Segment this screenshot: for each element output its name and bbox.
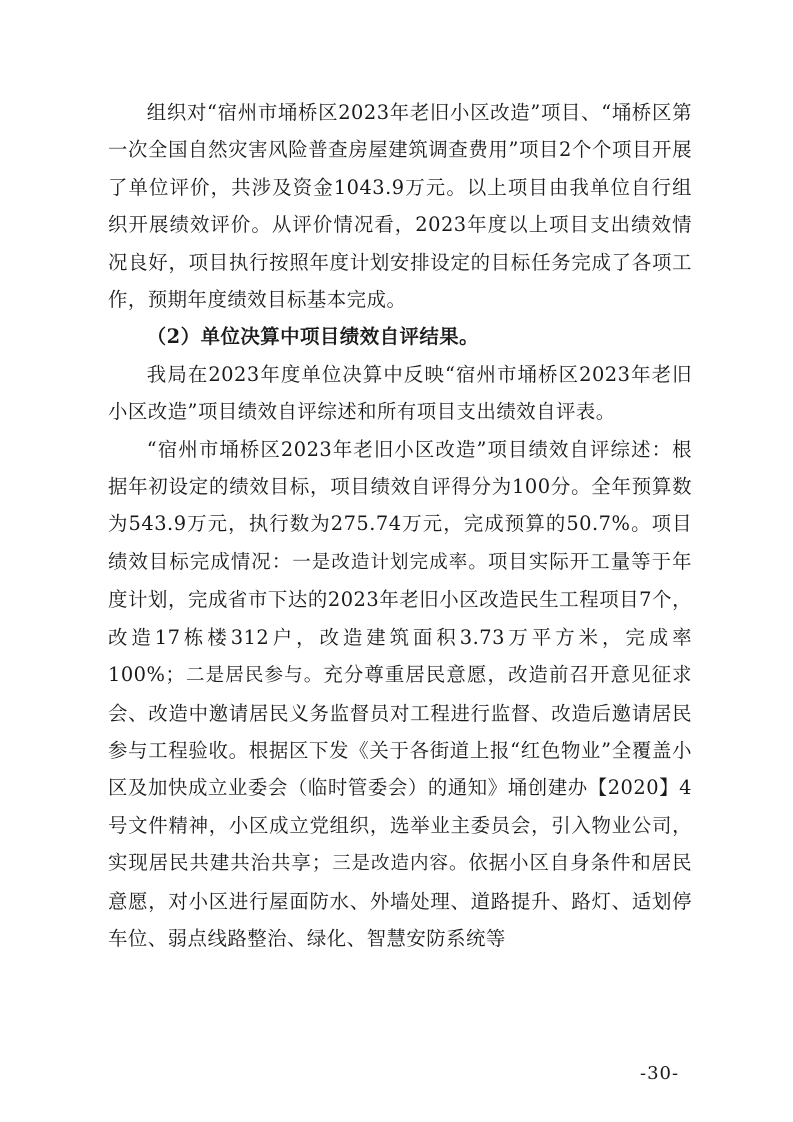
point-one-text: 项目实际开工量等于年度计划，完成省市下达的2023年老旧小区改造民生工程项目7个，改造17栋楼312户，改造建筑面积3.73万平方米，完成率100%； — [108, 549, 693, 687]
point-one-label: 一是改造计划完成率。 — [292, 551, 488, 573]
summary-text: “宿州市埇桥区2023年老旧小区改造”项目绩效自评综述：根据年初设定的绩效目标，项目绩效自评得分为100分。全年预算数为543.9万元，执行数为275.74万元，完成预算的50.7%。项目绩效目标完成情况： — [108, 437, 692, 573]
point-two-label: 二是居民参与。 — [185, 665, 324, 687]
point-three-text: 依据小区自身条件和居民意愿，对小区进行屋面防水、外墙处理、道路提升、路灯、适划停车位、弱点线路整治、绿化、智慧安防系统等 — [108, 851, 693, 950]
paragraph-project-summary — [108, 431, 692, 958]
paragraph-evaluation-overview: 组织对“宿州市埇桥区2023年老旧小区改造”项目、“埇桥区第一次全国自然灾害风险普查房屋建筑调查费用”项目2个个项目开展了单位评价，共涉及资金1043.9万元。以上项目由我单位自行组织开展绩效评价。从评价情况看，2023年度以上项目支出绩效情况良好，项目执行按照年度计划安排设定的目标任务完成了各项工作，预期年度绩效目标基本完成。 — [108, 101, 692, 312]
section-heading: （2）单位决算中项目绩效自评结果。 — [146, 325, 480, 349]
body-text — [108, 94, 692, 957]
page-number: -30- — [640, 1063, 680, 1084]
paragraph-final-accounts: 我局在2023年度单位决算中反映“宿州市埇桥区2023年老旧小区改造”项目绩效自评综述和所有项目支出绩效自评表。 — [108, 362, 692, 424]
point-three-label: 三是改造内容。 — [331, 853, 469, 875]
point-two-text: 充分尊重居民意愿，改造前召开意见征求会、改造中邀请居民义务监督员对工程进行监督、改造后邀请居民参与工程验收。根据区下发《关于各街道上报“红色物业”全覆盖小区及加快成立业委会（临时管委会）的通知》埇创建办【2020】4号文件精神，小区成立党组织，选举业主委员会，引入物业公司，实现居民共建共治共享； — [108, 663, 692, 875]
